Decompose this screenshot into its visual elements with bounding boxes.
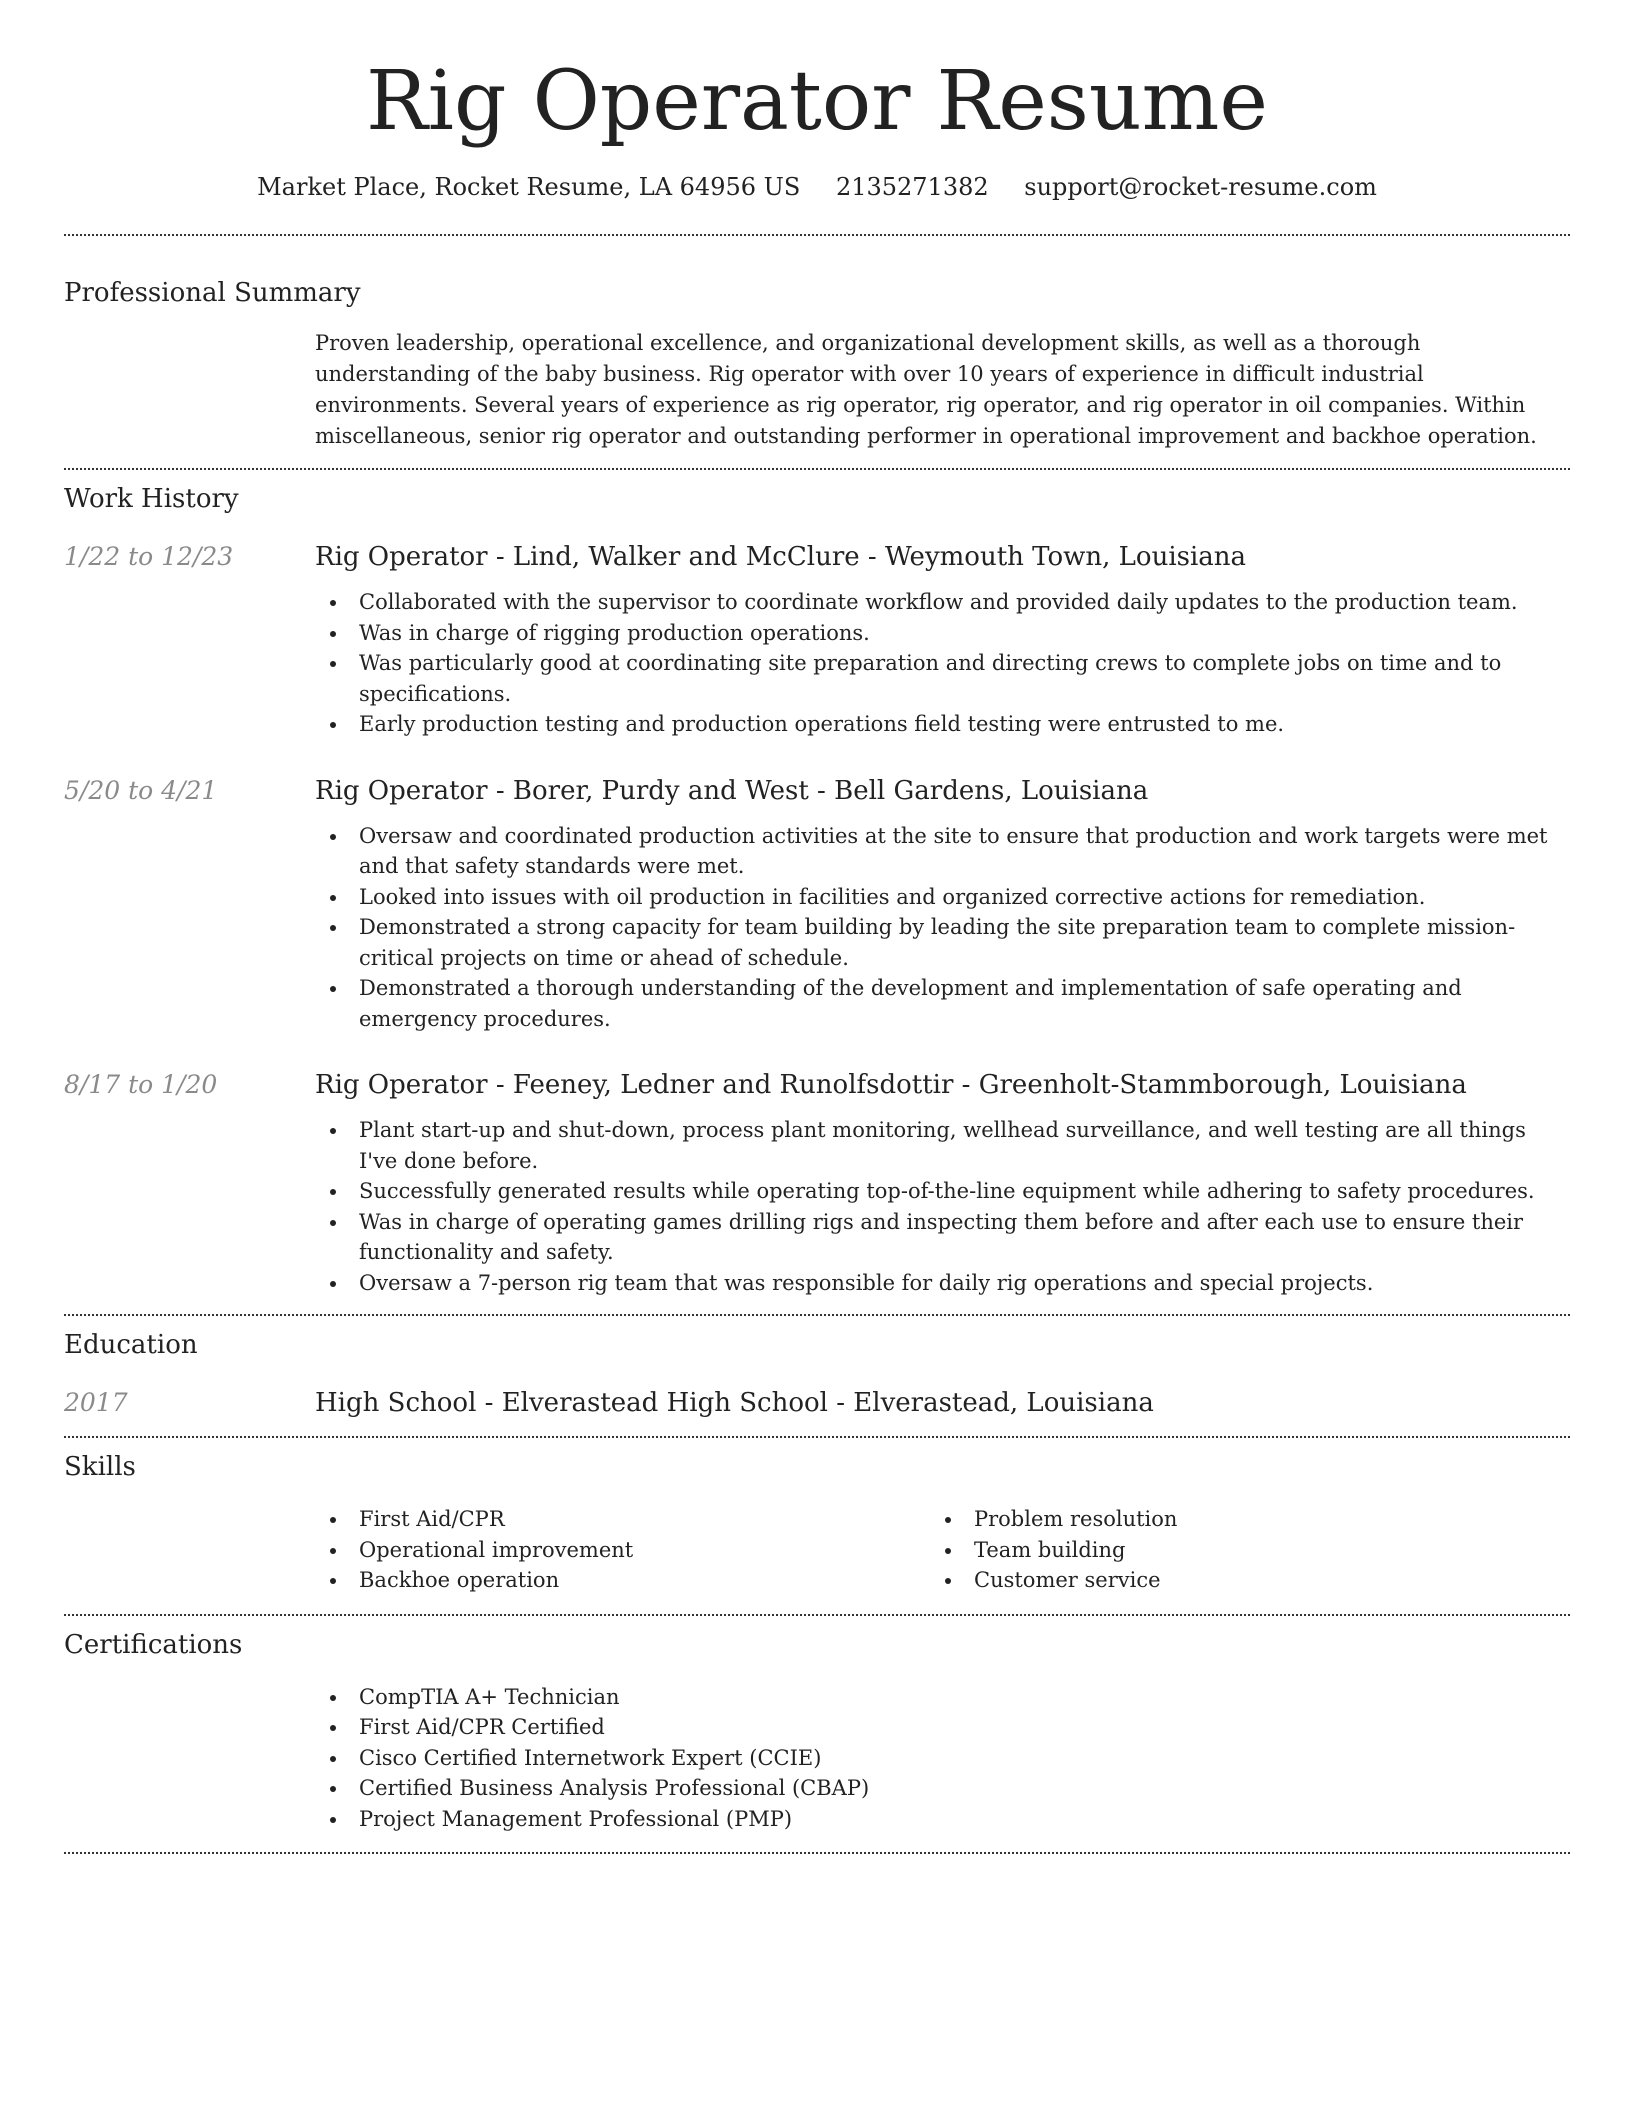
skill-item: Team building <box>930 1535 1545 1566</box>
divider <box>64 468 1570 470</box>
list-item: Early production testing and production operations field testing were entrusted to me. <box>315 709 1570 740</box>
list-item: Was in charge of rigging production operations. <box>315 618 1570 649</box>
section-title-skills: Skills <box>64 1452 136 1482</box>
contact-line <box>64 170 1570 204</box>
list-item: Oversaw and coordinated production activities at the site to ensure that production and work targets were met and that safety standards were met. <box>315 821 1570 882</box>
certification-item: Cisco Certified Internetwork Expert (CCIE) <box>315 1743 1570 1774</box>
job-bullets <box>315 821 1570 1035</box>
education-entry: High School - Elverastead High School - Elverastead, Louisiana <box>315 1388 1154 1418</box>
education-section <box>64 1328 1570 1420</box>
list-item: Collaborated with the supervisor to coordinate workflow and provided daily updates to the production team. <box>315 587 1570 618</box>
job-title: Rig Operator - Feeney, Ledner and Runolfsdottir - Greenholt-Stammborough, Louisiana <box>315 1070 1467 1100</box>
job-entry <box>64 774 1570 1035</box>
education-year: 2017 <box>64 1388 128 1417</box>
work-history-section <box>64 482 1570 1298</box>
divider <box>64 1314 1570 1316</box>
section-title-certifications: Certifications <box>64 1629 243 1660</box>
contact-address: Market Place, Rocket Resume, LA 64956 US <box>257 173 801 201</box>
divider <box>64 1614 1570 1616</box>
resume-page <box>64 0 1570 1854</box>
skill-item: Customer service <box>930 1565 1545 1596</box>
list-item: Successfully generated results while operating top-of-the-line equipment while adhering to safety procedures. <box>315 1176 1570 1207</box>
list-item: Looked into issues with oil production in facilities and organized corrective actions for remediation. <box>315 882 1570 913</box>
certifications-section <box>64 1628 1570 1835</box>
skills-list-right <box>930 1504 1545 1596</box>
job-dates: 8/17 to 1/20 <box>64 1070 218 1099</box>
section-title-education: Education <box>64 1330 198 1360</box>
skill-item: First Aid/CPR <box>315 1504 930 1535</box>
skill-item: Problem resolution <box>930 1504 1545 1535</box>
job-title: Rig Operator - Lind, Walker and McClure - Weymouth Town, Louisiana <box>315 542 1247 572</box>
job-entry <box>64 540 1570 740</box>
job-dates: 1/22 to 12/23 <box>64 542 234 571</box>
contact-email: support@rocket-resume.com <box>1024 173 1377 201</box>
job-dates: 5/20 to 4/21 <box>64 775 218 805</box>
contact-phone: 2135271382 <box>835 173 989 201</box>
list-item: Demonstrated a strong capacity for team building by leading the site preparation team to complete mission-critical projects on time or ahead of schedule. <box>315 912 1570 973</box>
list-item: Plant start-up and shut-down, process plant monitoring, wellhead surveillance, and well testing are all things I've done before. <box>315 1115 1570 1176</box>
divider <box>64 234 1570 236</box>
skill-item: Backhoe operation <box>315 1565 930 1596</box>
certification-item: CompTIA A+ Technician <box>315 1682 1570 1713</box>
certifications-list <box>315 1682 1570 1835</box>
section-title-summary: Professional Summary <box>64 278 361 308</box>
job-bullets <box>315 1115 1570 1298</box>
job-bullets <box>315 587 1570 740</box>
divider <box>64 1852 1570 1854</box>
certification-item: Project Management Professional (PMP) <box>315 1804 1570 1835</box>
list-item: Was in charge of operating games drilling rigs and inspecting them before and after each use to ensure their functionality and safety. <box>315 1207 1570 1268</box>
summary-text: Proven leadership, operational excellence, and organizational development skills, as well as a thorough understanding of the baby business. Rig operator with over 10 years of experience in difficult industrial environments. Several years of experience as rig operator, rig operator, and rig operator in oil companies. Within miscellaneous, senior rig operator and outstanding performer in operational improvement and backhoe operation. <box>315 331 1537 448</box>
skill-item: Operational improvement <box>315 1535 930 1566</box>
resume-title: Rig Operator Resume <box>366 54 1268 149</box>
divider <box>64 1436 1570 1438</box>
list-item: Demonstrated a thorough understanding of the development and implementation of safe operating and emergency procedures. <box>315 973 1570 1034</box>
summary-section <box>64 276 1570 452</box>
job-entry <box>64 1068 1570 1298</box>
certification-item: First Aid/CPR Certified <box>315 1712 1570 1743</box>
job-title: Rig Operator - Borer, Purdy and West - Bell Gardens, Louisiana <box>315 775 1149 806</box>
list-item: Oversaw a 7-person rig team that was responsible for daily rig operations and special projects. <box>315 1268 1570 1299</box>
certification-item: Certified Business Analysis Professional (CBAP) <box>315 1773 1570 1804</box>
section-title-work: Work History <box>64 484 239 514</box>
list-item: Was particularly good at coordinating site preparation and directing crews to complete jobs on time and to specifications. <box>315 648 1570 709</box>
skills-list-left <box>315 1504 930 1596</box>
skills-section <box>64 1450 1570 1596</box>
